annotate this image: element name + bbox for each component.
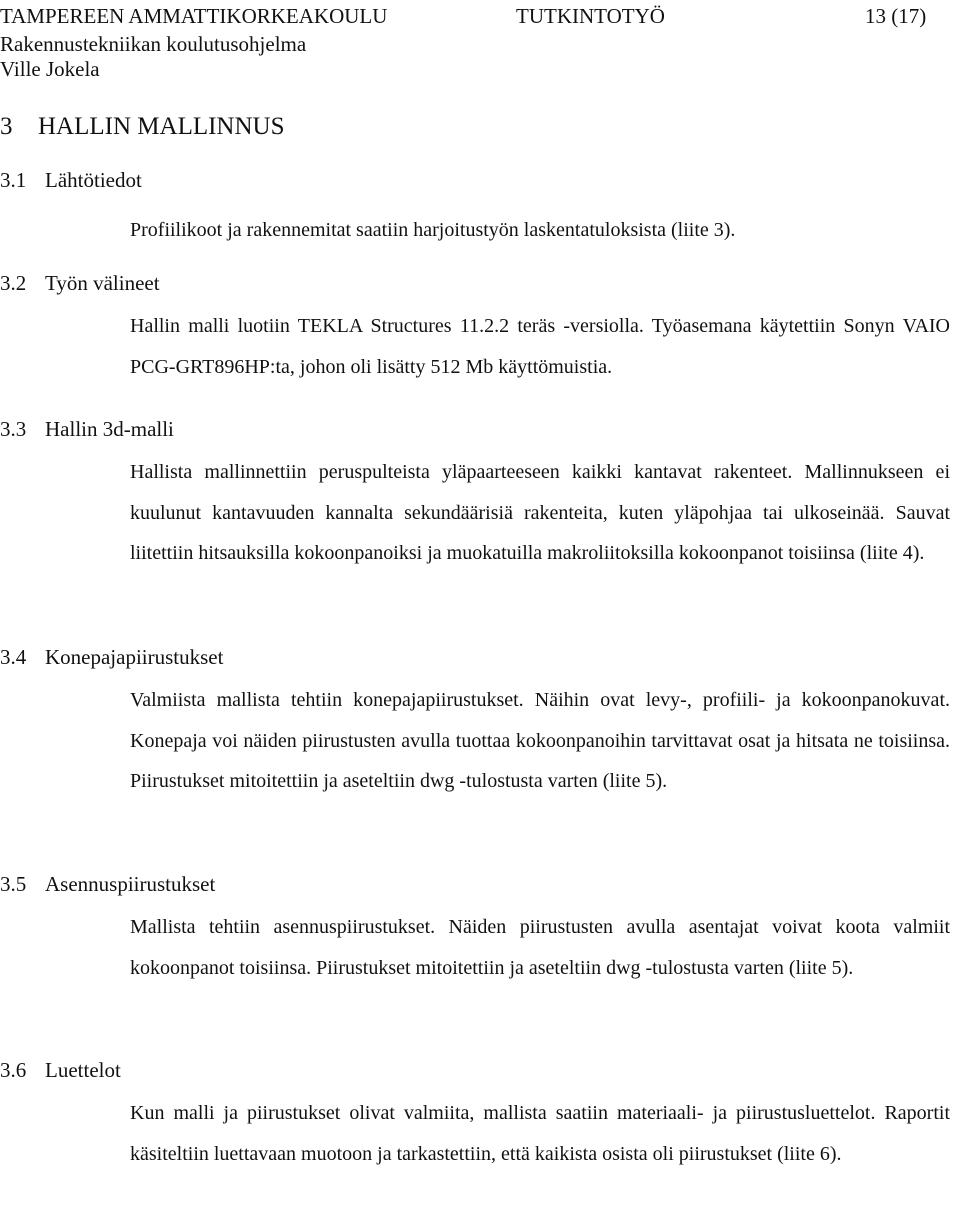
section-heading <box>0 871 960 897</box>
section-number: 3.6 <box>0 1058 27 1082</box>
section-asennuspiirustukset <box>0 871 960 988</box>
section-hallin-3d-malli <box>0 416 960 574</box>
page-number: 13 (17) <box>865 4 927 28</box>
section-paragraph: Profiilikoot ja rakennemitat saatiin harjoitustyön laskentatuloksista (liite 3). <box>130 219 736 241</box>
section-number: 3.4 <box>0 645 27 669</box>
section-title: Asennuspiirustukset <box>45 872 216 896</box>
section-heading <box>0 416 960 442</box>
section-title: Hallin 3d-malli <box>45 417 174 441</box>
section-paragraph: Hallin malli luotiin TEKLA Structures 11.2.2 teräs -versiolla. Työasemana käytettiin Sonyn VAIO PCG-GRT896HP:ta, johon oli lisätty 512 Mb käyttömuistia. <box>130 315 950 378</box>
section-paragraph: Hallista mallinnettiin peruspulteista yläpaarteeseen kaikki kantavat rakenteet. Mallinnukseen ei kuulunut kantavuuden kannalta sekundäärisiä rakenteita, kuten yläpohjaa tai ulkoseinää. Sauvat liitettiin hitsauksilla kokoonpanoiksi ja muokatuilla makroliitoksilla kokoonpanot toisiinsa (liite 4). <box>130 461 950 564</box>
section-title: Luettelot <box>45 1058 121 1082</box>
section-heading <box>0 270 960 296</box>
section-heading <box>0 167 960 193</box>
section-luettelot <box>0 1057 960 1174</box>
section-paragraph: Mallista tehtiin asennuspiirustukset. Näiden piirustusten avulla asentajat voivat koota valmiit kokoonpanot toisiinsa. Piirustukset mitoitettiin ja aseteltiin dwg -tulostusta varten (liite 5). <box>130 916 950 979</box>
section-konepajapiirustukset <box>0 644 960 802</box>
chapter-number: 3 <box>0 113 13 140</box>
section-number: 3.2 <box>0 271 27 295</box>
author-name: Ville Jokela <box>0 57 100 81</box>
section-tyon-valineet <box>0 270 960 387</box>
section-number: 3.5 <box>0 872 27 896</box>
degree-program: Rakennustekniikan koulutusohjelma <box>0 32 307 56</box>
section-paragraph: Kun malli ja piirustukset olivat valmiita, mallista saatiin materiaali- ja piirustusluettelot. Raportit käsiteltiin luettavaan muotoon ja tarkastettiin, että kaikista osista oli piirustukset (liite 6). <box>130 1102 950 1165</box>
chapter-title: HALLIN MALLINNUS <box>38 113 285 140</box>
section-title: Lähtötiedot <box>45 168 142 192</box>
section-heading <box>0 644 960 670</box>
section-number: 3.3 <box>0 417 27 441</box>
section-lahtotiedot <box>0 167 960 251</box>
school-name: TAMPEREEN AMMATTIKORKEAKOULU <box>0 4 388 28</box>
section-number: 3.1 <box>0 168 27 192</box>
section-heading <box>0 1057 960 1083</box>
section-title: Työn välineet <box>45 271 160 295</box>
section-paragraph: Valmiista mallista tehtiin konepajapiirustukset. Näihin ovat levy-, profiili- ja kokoonpanokuvat. Konepaja voi näiden piirustusten avulla tuottaa kokoonpanoihin tarvittavat osat ja hitsata ne toisiinsa. Piirustukset mitoitettiin ja aseteltiin dwg -tulostusta varten (liite 5). <box>130 689 950 792</box>
document-type: TUTKINTOTYÖ <box>516 4 665 28</box>
section-title: Konepajapiirustukset <box>45 645 224 669</box>
chapter-heading <box>0 112 285 142</box>
